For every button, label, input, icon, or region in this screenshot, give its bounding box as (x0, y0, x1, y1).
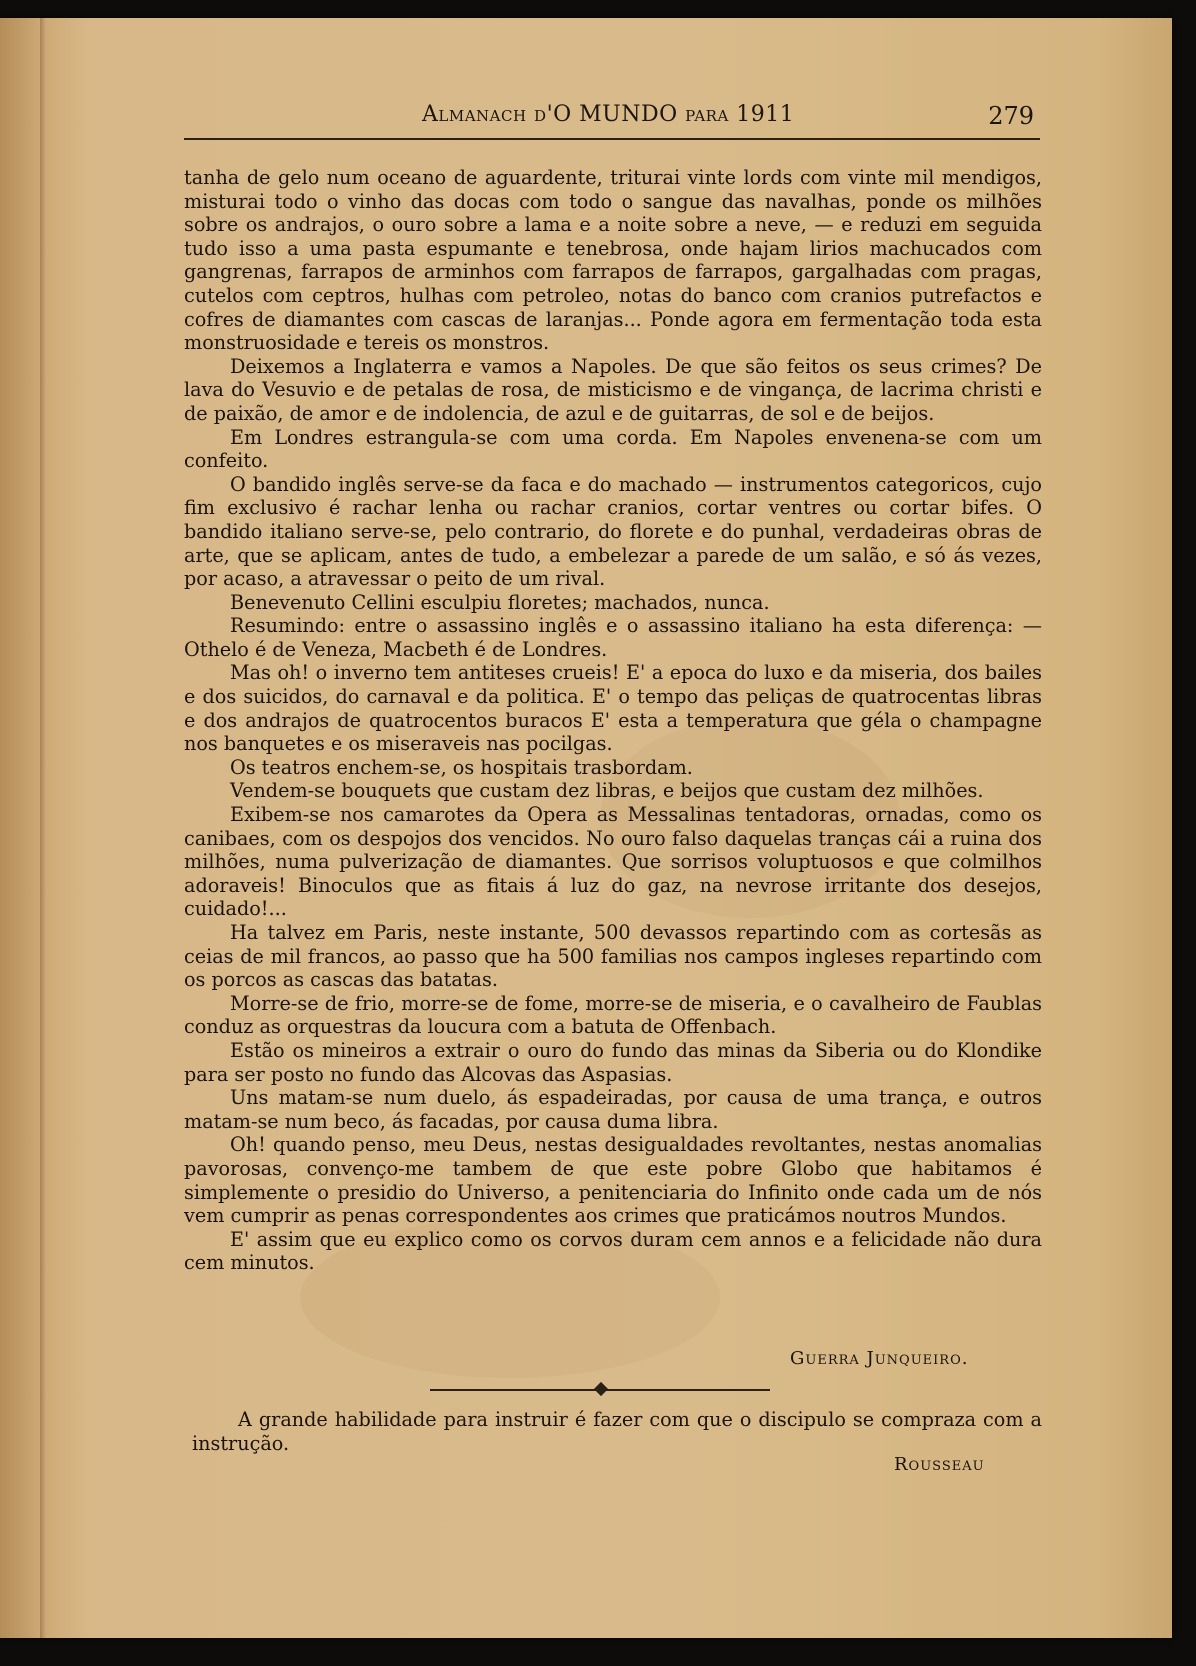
paragraph: Ha talvez em Paris, neste instante, 500 devassos repartindo com as cortesãs as ceias de mil francos, ao passo que ha 500 familias nos campos ingleses repartindo com os porcos as cascas das batatas. (184, 921, 1042, 992)
separator-ornament (594, 1382, 608, 1396)
paragraph: Vendem-se bouquets que custam dez libras, e beijos que custam dez milhões. (230, 779, 984, 803)
paragraph: Os teatros enchem-se, os hospitais trasbordam. (230, 755, 693, 779)
paragraph: E' assim que eu explico como os corvos duram cem annos e a felicidade não dura cem minutos. (184, 1227, 1042, 1275)
quote-text: A grande habilidade para instruir é fazer com que o discipulo se compraza com a instrução. (192, 1408, 1042, 1455)
paragraph: Em Londres estrangula-se com uma corda. Em Napoles envenena-se com um confeito. (184, 425, 1042, 473)
paragraph: Uns matam-se num duelo, ás espadeiradas, por causa de uma trança, e outros matam-se num beco, ás facadas, por causa duma libra. (184, 1086, 1042, 1133)
paragraph: Estão os mineiros a extrair o ouro do fundo das minas da Siberia ou do Klondike para ser posto no fundo das Alcovas das Aspasias. (184, 1038, 1042, 1086)
paragraph: Benevenuto Cellini esculpiu floretes; machados, nunca. (230, 590, 770, 614)
paragraph: Mas oh! o inverno tem antiteses crueis! E' a epoca do luxo e da miseria, dos bailes e dos suicidos, do carnaval e da politica. E' o tempo das peliças de quatrocentas libras e dos andrajos de quatrocentos buracos E' esta a temperatura que géla o champagne nos banquetes e os miseraveis nas pocilgas. (184, 661, 1042, 756)
page-number: 279 (988, 102, 1034, 130)
page-gutter (40, 18, 46, 1638)
paragraph: Morre-se de frio, morre-se de fome, morre-se de miseria, e o cavalheiro de Faublas conduz as orquestras da loucura com a batuta de Offenbach. (184, 991, 1042, 1039)
quote-author: Rousseau (894, 1454, 985, 1475)
page-header (184, 80, 1040, 140)
paragraph: tanha de gelo num oceano de aguardente, triturai vinte lords com vinte mil mendigos, misturai todo o vinho das docas com todo o sangue das navalhas, ponde os milhões sobre os andrajos, o ouro sobre a lama e a noite sobre a neve, — e reduzi em seguida tudo isso a uma pasta espumante e tenebrosa, onde hajam lirios machucados com gangrenas, farrapos de arminhos com farrapos de farrapos, gargalhadas com pragas, cutelos com ceptros, hulhas com petroleo, notas do banco com cranios putrefactos e cofres de diamantes com cascas de laranjas... Ponde agora em fermentação toda esta monstruosidade e tereis os monstros. (184, 166, 1042, 355)
header-rule (184, 138, 1040, 140)
paragraph: Exibem-se nos camarotes da Opera as Messalinas tentadoras, ornadas, como os canibaes, com os despojos dos vencidos. No ouro falso daquelas tranças cái a ruina dos milhões, numa pulverização de diamantes. Que sorrisos voluptuosos e que colmilhos adoraveis! Binoculos que as fitais á luz do gaz, na nevrose irritante dos desejos, cuidado!... (184, 803, 1042, 921)
paragraph: Resumindo: entre o assassino inglês e o assassino italiano ha esta diferença: — Othelo é de Veneza, Macbeth é de Londres. (184, 614, 1042, 661)
author-signature: Guerra Junqueiro. (790, 1348, 969, 1369)
paragraph: O bandido inglês serve-se da faca e do machado — instrumentos categoricos, cujo fim exclusivo é rachar lenha ou rachar cranios, cortar ventres ou cortar bifes. O bandido italiano serve-se, pelo contrario, do florete e do punhal, verdadeiras obras de arte, que se aplicam, antes de tudo, a embelezar a parede de um salão, e só ás vezes, por acaso, a atravessar o peito de um rival. (184, 472, 1042, 591)
book-page (0, 18, 1172, 1638)
running-title: Almanach d'O MUNDO para 1911 (422, 102, 795, 127)
paragraph: Deixemos a Inglaterra e vamos a Napoles. De que são feitos os seus crimes? De lava do Vesuvio e de petalas de rosa, de misticismo e de vingança, de lacrima christi e de paixão, de amor e de indolencia, de azul e de guitarras, de sol e de beijos. (184, 354, 1042, 425)
closing-quote (192, 1408, 1042, 1456)
paragraph: Oh! quando penso, meu Deus, nestas desigualdades revoltantes, nestas anomalias pavorosas, convenço-me tambem de que este pobre Globo que habitamos é simplemente o presidio do Universo, a penitenciaria do Infinito onde cada um de nós vem cumprir as penas correspondentes aos crimes que praticámos noutros Mundos. (184, 1133, 1042, 1228)
article-body (184, 166, 1042, 1275)
